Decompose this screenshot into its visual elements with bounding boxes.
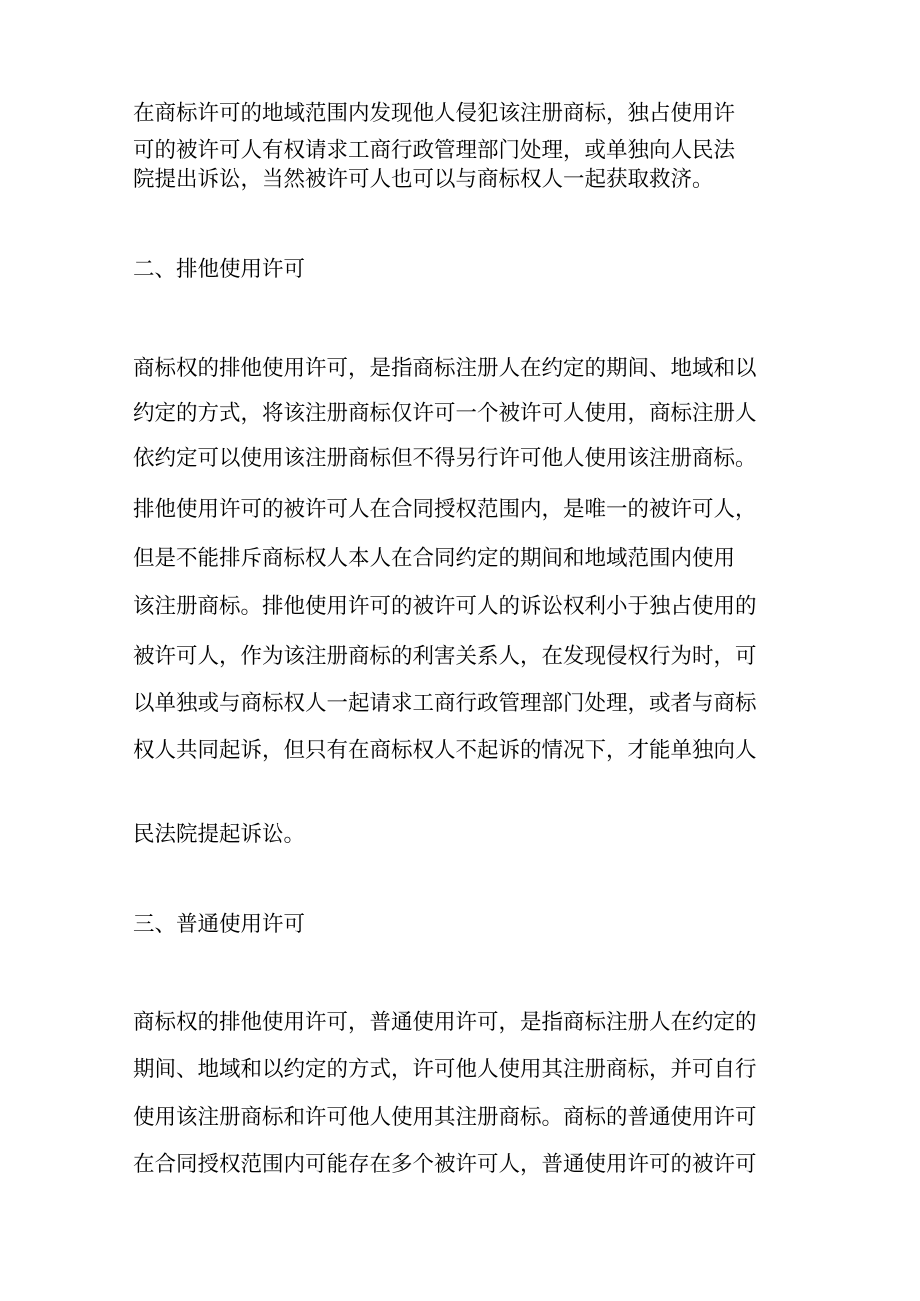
section-two-line-4: 排他使用许可的被许可人在合同授权范围内，是唯一的被许可人， xyxy=(133,497,757,522)
section-two-line-8: 以单独或与商标权人一起请求工商行政管理部门处理，或者与商标 xyxy=(133,691,757,716)
section-three-heading: 三、普通使用许可 xyxy=(133,912,306,937)
section-two-line-6: 该注册商标。排他使用许可的被许可人的诉讼权利小于独占使用的 xyxy=(133,594,757,619)
section-two-line-7: 被许可人，作为该注册商标的利害关系人，在发现侵权行为时，可 xyxy=(133,644,757,669)
section-three-line-1: 商标权的排他使用许可，普通使用许可，是指商标注册人在约定的 xyxy=(133,1010,757,1035)
section-three-line-2: 期间、地域和以约定的方式，许可他人使用其注册商标，并可自行 xyxy=(133,1057,757,1082)
section-two-line-10: 民法院提起诉讼。 xyxy=(133,822,306,847)
section-three-line-4: 在合同授权范围内可能存在多个被许可人，普通使用许可的被许可 xyxy=(133,1152,757,1177)
section-three-line-3: 使用该注册商标和许可他人使用其注册商标。商标的普通使用许可 xyxy=(133,1105,757,1130)
intro-line-3: 院提出诉讼，当然被许可人也可以与商标权人一起获取救济。 xyxy=(133,167,714,192)
section-two-heading: 二、排他使用许可 xyxy=(133,257,306,282)
section-two-line-9: 权人共同起诉，但只有在商标权人不起诉的情况下，才能单独向人 xyxy=(133,738,757,763)
section-two-line-5: 但是不能排斥商标权人本人在合同约定的期间和地域范围内使用 xyxy=(133,546,736,571)
section-two-line-3: 依约定可以使用该注册商标但不得另行许可他人使用该注册商标。 xyxy=(133,446,757,471)
section-two-line-2: 约定的方式，将该注册商标仅许可一个被许可人使用，商标注册人 xyxy=(133,401,757,426)
intro-line-1: 在商标许可的地域范围内发现他人侵犯该注册商标，独占使用许 xyxy=(133,101,736,126)
section-two-line-1: 商标权的排他使用许可，是指商标注册人在约定的期间、地域和以 xyxy=(133,356,757,381)
intro-line-2: 可的被许可人有权请求工商行政管理部门处理，或单独向人民法 xyxy=(133,138,736,163)
